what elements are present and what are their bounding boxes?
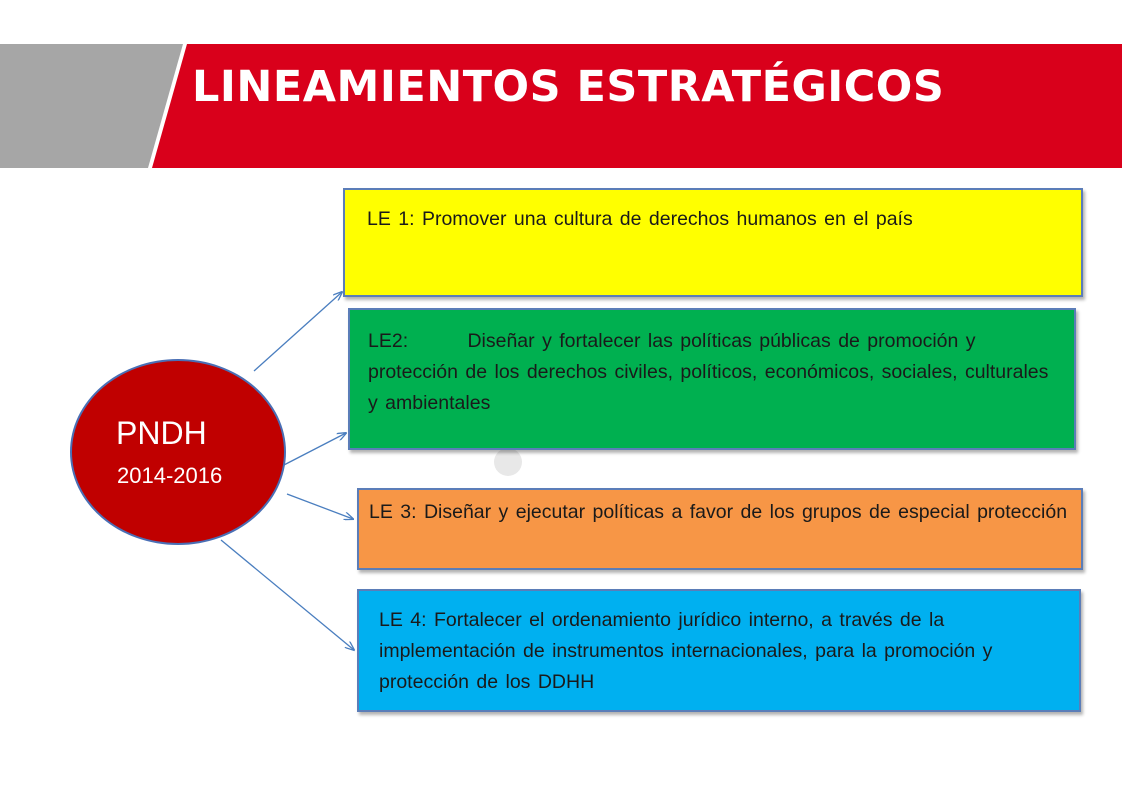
arrow-to-le3 [287, 494, 353, 519]
le1-text: LE 1: Promover una cultura de derechos humanos en el país [367, 208, 913, 230]
pndh-name: PNDH [116, 415, 207, 451]
le3-text: LE 3: Diseñar y ejecutar políticas a favor de los grupos de especial protección [369, 501, 1068, 523]
le3-box [357, 488, 1083, 570]
arrow-to-le4 [221, 540, 354, 650]
le4-text: LE 4: Fortalecer el ordenamiento jurídico interno, a través de la implementación de instrumentos internacionales, para la promoción y protección de los DDHH [379, 609, 993, 693]
page-title: LINEAMIENTOS ESTRATÉGICOS [192, 62, 945, 112]
le2-text: LE2: Diseñar y fortalecer las políticas públicas de promoción y protección de los derechos civiles, políticos, económicos, sociales, culturales y ambientales [368, 330, 1056, 414]
pndh-circle [70, 359, 286, 545]
le4-box [357, 589, 1081, 712]
arrow-to-le2 [282, 433, 346, 466]
le1-box [343, 188, 1083, 297]
le2-box [348, 308, 1076, 450]
pndh-period: 2014-2016 [117, 463, 223, 488]
arrow-to-le1 [254, 292, 342, 371]
